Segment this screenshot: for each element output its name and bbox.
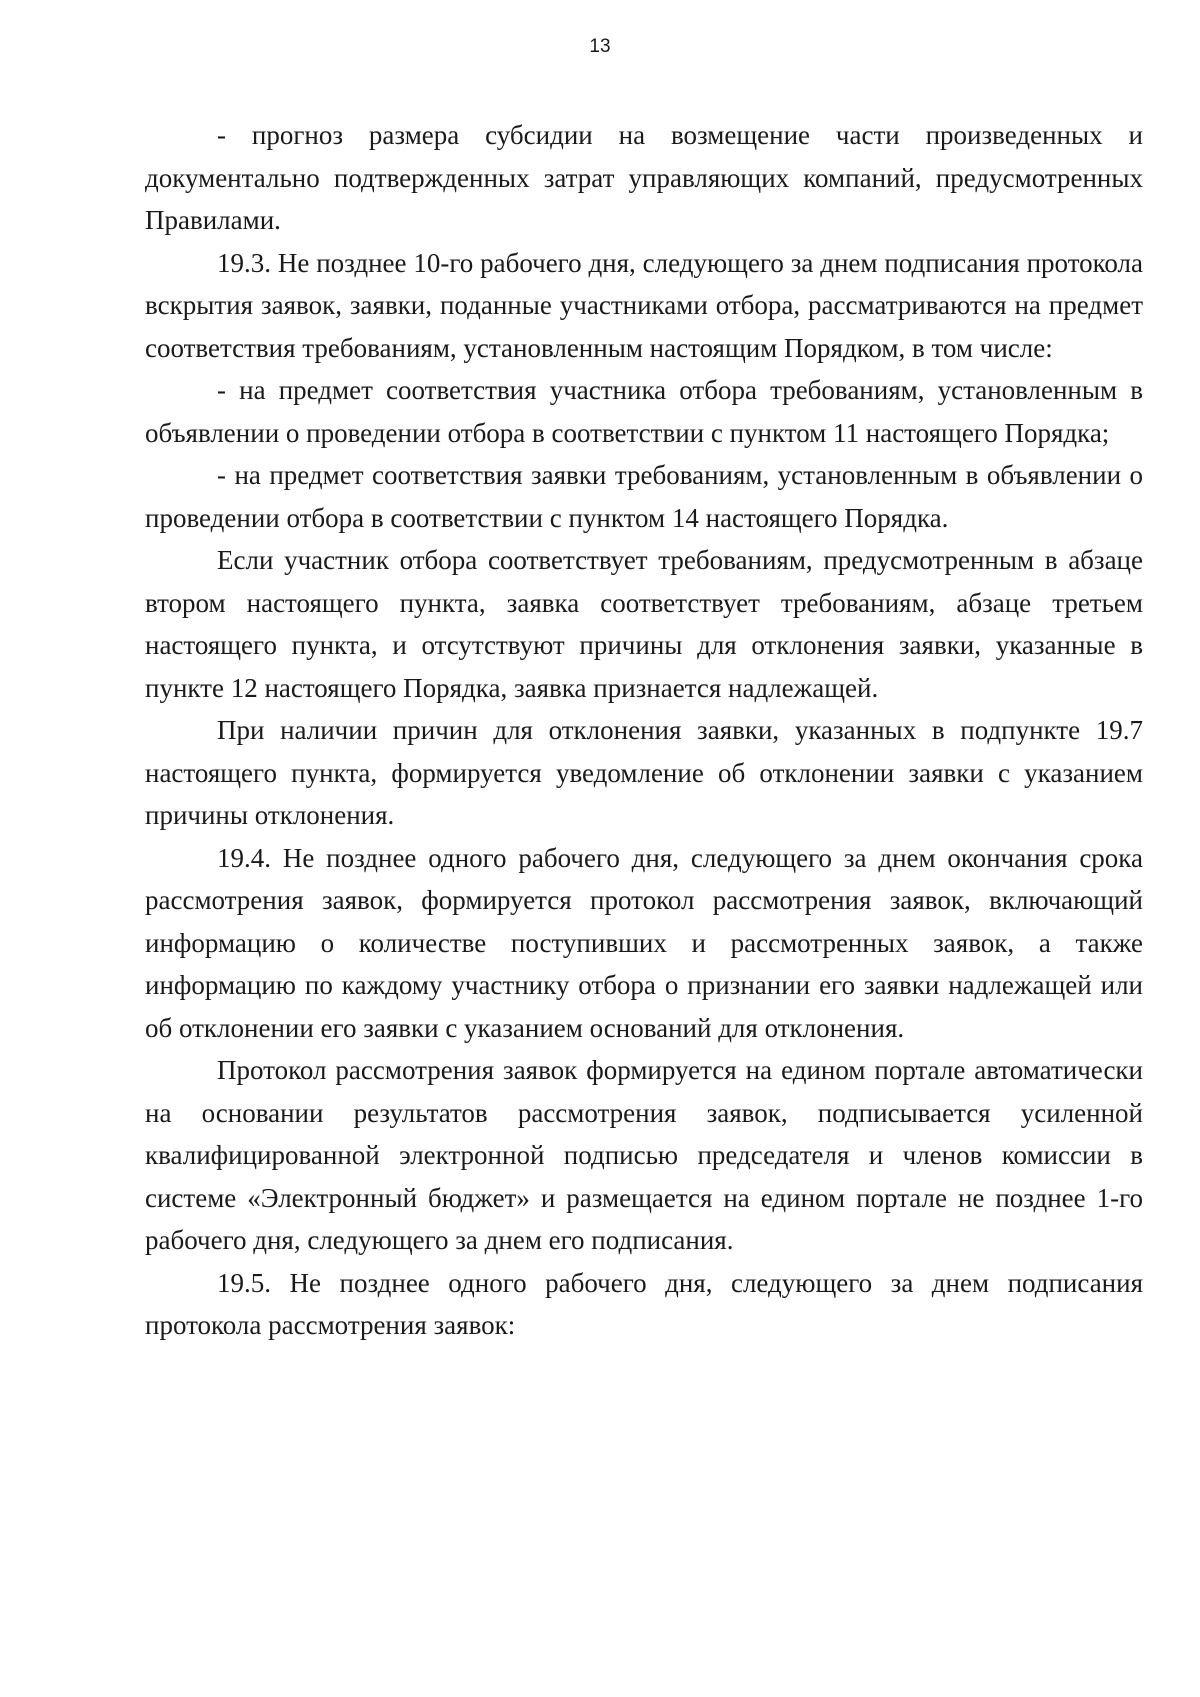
paragraph-application-requirements: - на предмет соответствия заявки требованиям, установленным в объявлении о проведении отбора в соответствии с пунктом 14 настоящего Порядка. (145, 460, 1143, 533)
document-body (145, 114, 1143, 1347)
paragraph-19-4: 19.4. Не позднее одного рабочего дня, следующего за днем окончания срока рассмотрения заявок, формируется протокол рассмотрения заявок, включающий информацию о количестве поступивших и рассмотренных заявок, а также информацию по каждому участнику отбора о признании его заявки надлежащей или об отклонении его заявки с указанием оснований для отклонения. (145, 842, 1143, 1043)
page-number: 13 (589, 36, 611, 57)
paragraph-participant-requirements: - на предмет соответствия участника отбора требованиям, установленным в объявлении о проведении отбора в соответствии с пунктом 11 настоящего Порядка; (145, 375, 1143, 448)
paragraph-subsidy-forecast: - прогноз размера субсидии на возмещение части произведенных и документально подтвержденных затрат управляющих компаний, предусмотренных Правилами. (145, 120, 1143, 235)
paragraph-19-3: 19.3. Не позднее 10-го рабочего дня, следующего за днем подписания протокола вскрытия заявок, заявки, поданные участниками отбора, рассматриваются на предмет соответствия требованиям, установленным настоящим Порядком, в том числе: (145, 247, 1143, 363)
paragraph-application-proper: Если участник отбора соответствует требованиям, предусмотренным в абзаце втором настоящего пункта, заявка соответствует требованиям, абзаце третьем настоящего пункта, и отсутствуют причины для отклонения заявки, указанные в пункте 12 настоящего Порядка, заявка признается надлежащей. (145, 545, 1143, 703)
paragraph-19-5: 19.5. Не позднее одного рабочего дня, следующего за днем подписания протокола рассмотрения заявок: (145, 1267, 1143, 1340)
paragraph-rejection-notice: При наличии причин для отклонения заявки, указанных в подпункте 19.7 настоящего пункта, формируется уведомление об отклонении заявки с указанием причины отклонения. (145, 715, 1143, 830)
paragraph-protocol-formation: Протокол рассмотрения заявок формируется на едином портале автоматически на основании результатов рассмотрения заявок, подписывается усиленной квалифицированной электронной подписью председателя и членов комиссии в системе «Электронный бюджет» и размещается на едином портале не позднее 1-го рабочего дня, следующего за днем его подписания. (145, 1055, 1143, 1255)
